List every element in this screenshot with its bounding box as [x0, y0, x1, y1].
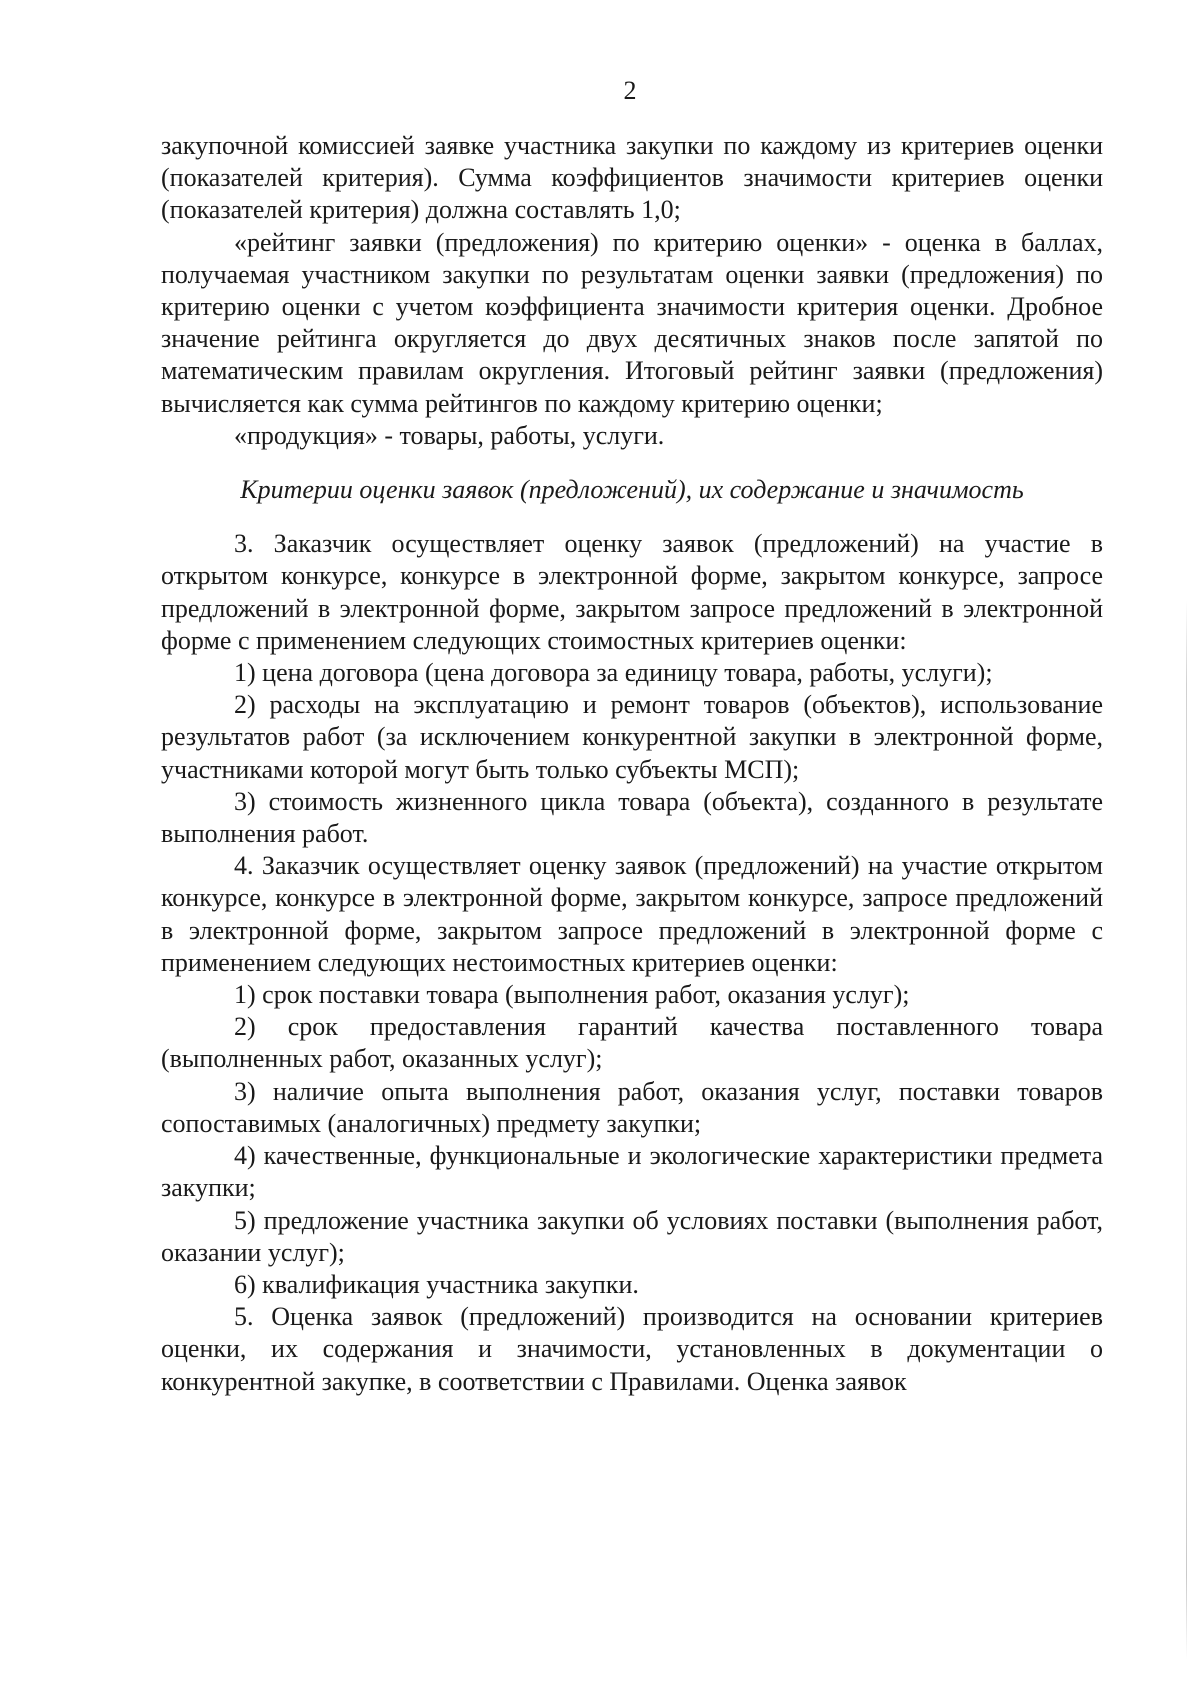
scan-edge-line: [1186, 600, 1187, 1660]
paragraph: 4. Заказчик осуществляет оценку заявок (предложений) на участие открытом конкурсе, конкурсе в электронной форме, закрытом конкурсе, запросе предложений в электронной форме, закрытом запросе предложений в электронной форме с применением следующих нестоимостных критериев оценки:: [161, 851, 1103, 977]
list-item: 3) наличие опыта выполнения работ, оказания услуг, поставки товаров сопоставимых (аналогичных) предмету закупки;: [161, 1076, 1103, 1138]
list-item: 6) квалификация участника закупки.: [234, 1269, 639, 1299]
list-item: 2) расходы на эксплуатацию и ремонт товаров (объектов), использование результатов работ (за исключением конкурентной закупки в электронной форме, участниками которой могут быть только субъекты МСП);: [161, 690, 1103, 784]
list-item: 1) срок поставки товара (выполнения работ, оказания услуг);: [234, 980, 910, 1010]
list-item: 4) качественные, функциональные и экологические характеристики предмета закупки;: [161, 1141, 1103, 1203]
paragraph: 3. Заказчик осуществляет оценку заявок (предложений) на участие в открытом конкурсе, конкурсе в электронной форме, закрытом конкурсе, запросе предложений в электронной форме, закрытом запросе предложений в электронной форме с применением следующих стоимостных критериев оценки:: [161, 529, 1103, 655]
paragraph: «рейтинг заявки (предложения) по критерию оценки» - оценка в баллах, получаемая участником закупки по результатам оценки заявки (предложения) по критерию оценки с учетом коэффициента значимости критерия оценки. Дробное значение рейтинга округляется до двух десятичных знаков после запятой по математическим правилам округления. Итоговый рейтинг заявки (предложения) вычисляется как сумма рейтингов по каждому критерию оценки;: [161, 227, 1103, 418]
list-item: 1) цена договора (цена договора за единицу товара, работы, услуги);: [234, 658, 993, 688]
list-item: 5) предложение участника закупки об условиях поставки (выполнения работ, оказании услуг);: [161, 1205, 1103, 1267]
page-number: 2: [623, 76, 637, 105]
section-heading: Критерии оценки заявок (предложений), их содержание и значимость: [240, 475, 1024, 505]
paragraph: закупочной комиссией заявке участника закупки по каждому из критериев оценки (показателей критерия). Сумма коэффициентов значимости критериев оценки (показателей критерия) должна составлять 1,0;: [161, 131, 1103, 225]
paragraph: 5. Оценка заявок (предложений) производится на основании критериев оценки, их содержания и значимости, установленных в документации о конкурентной закупке, в соответствии с Правилами. Оценка заявок: [161, 1302, 1103, 1396]
list-item: 2) срок предоставления гарантий качества поставленного товара (выполненных работ, оказанных услуг);: [161, 1012, 1103, 1074]
paragraph: «продукция» - товары, работы, услуги.: [234, 420, 665, 450]
document-body: [161, 130, 1103, 1398]
list-item: 3) стоимость жизненного цикла товара (объекта), созданного в результате выполнения работ.: [161, 786, 1103, 849]
